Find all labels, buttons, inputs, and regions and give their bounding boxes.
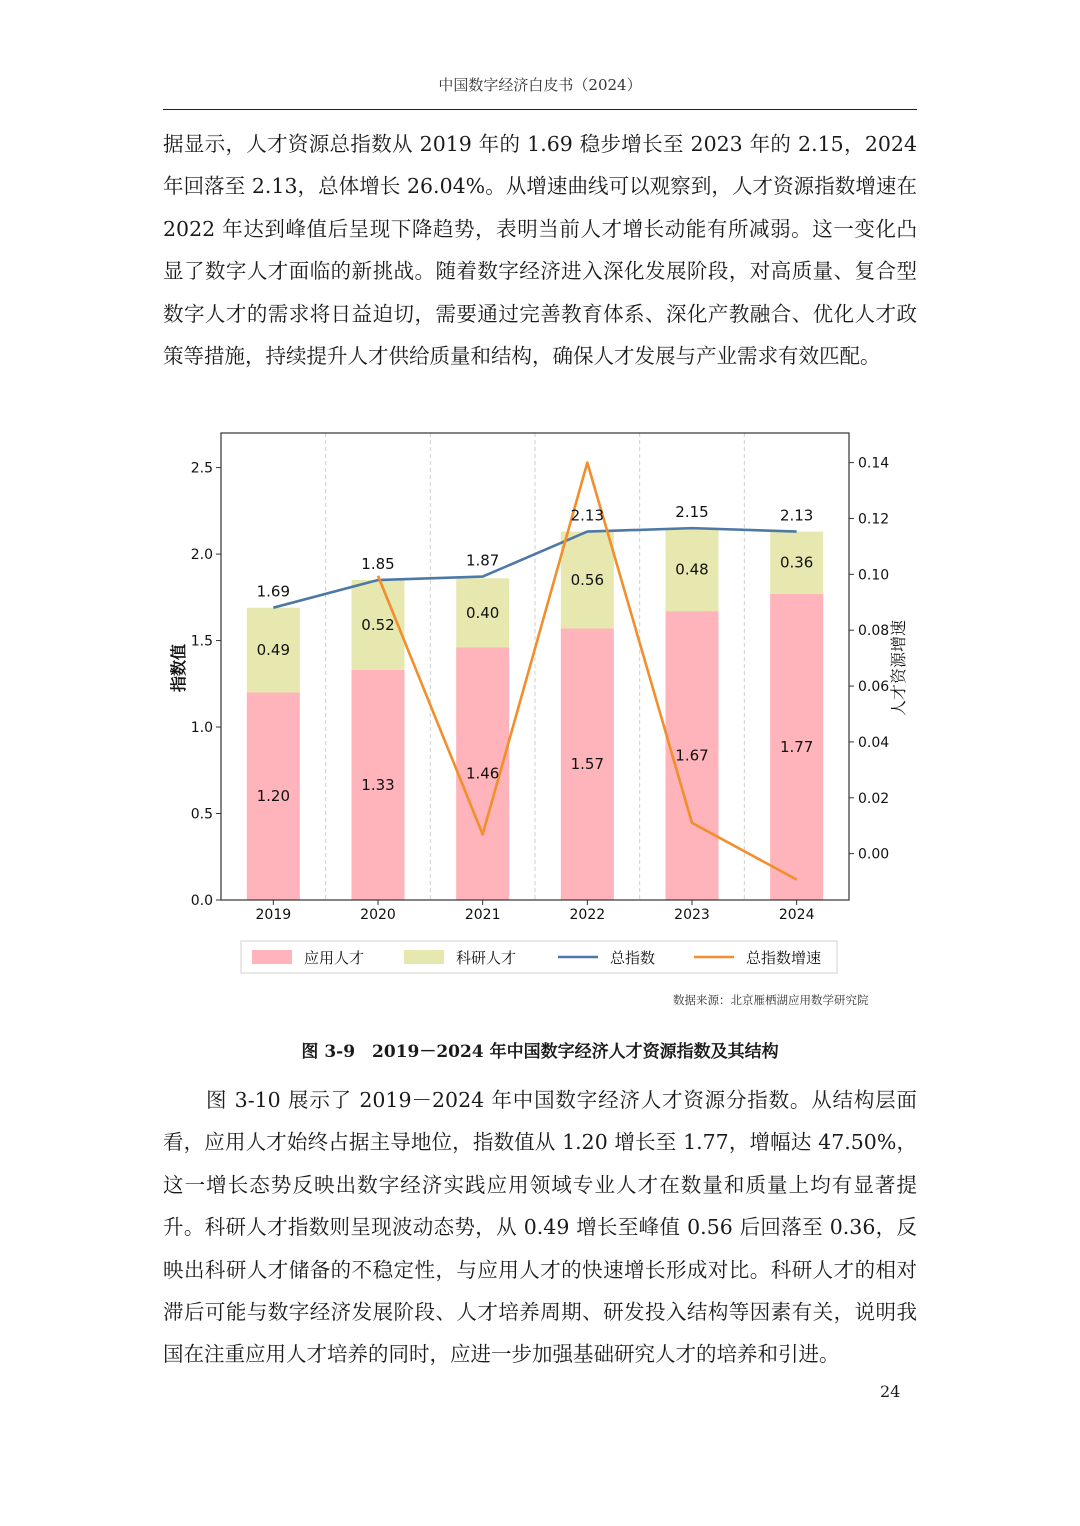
- y2-tick-label: 0.12: [858, 511, 890, 528]
- bar-label-applied: 1.33: [361, 775, 395, 794]
- bar-label-applied: 1.67: [675, 746, 709, 765]
- y2-tick-label: 0.14: [858, 455, 890, 472]
- bar-label-applied: 1.57: [570, 755, 605, 774]
- page-number: 24: [880, 1382, 901, 1401]
- y-tick-label: 0.5: [190, 806, 213, 823]
- figure-caption: 图 3-9 2019－2024 年中国数字经济人才资源指数及其结构: [301, 1042, 779, 1062]
- y-tick-label: 1.0: [190, 720, 213, 737]
- running-header: 中国数字经济白皮书（2024）: [438, 76, 642, 94]
- x-tick-label: 2019: [255, 907, 292, 923]
- bar-label-applied: 1.77: [779, 737, 814, 756]
- y2-tick-label: 0.04: [858, 734, 890, 751]
- total-index-label: 1.69: [256, 582, 291, 601]
- y-tick-label: 0.0: [190, 893, 213, 909]
- bar-label-applied: 1.20: [256, 787, 291, 806]
- x-tick-label: 2020: [360, 907, 396, 923]
- total-index-label: 1.85: [361, 555, 395, 574]
- bar-label-research: 0.52: [361, 615, 395, 634]
- bar-label-applied: 1.46: [465, 764, 500, 783]
- bar-label-research: 0.36: [779, 553, 814, 572]
- total-index-label: 1.87: [465, 551, 500, 570]
- x-tick-label: 2022: [569, 907, 606, 923]
- y2-tick-label: 0.00: [858, 846, 890, 863]
- x-tick-label: 2023: [674, 907, 710, 923]
- chart-legend: [241, 941, 837, 973]
- y2-axis-title: 人才资源增速: [889, 619, 908, 717]
- bar-label-research: 0.40: [465, 603, 500, 622]
- talent-index-chart: [160, 428, 908, 980]
- y-tick-label: 2.0: [190, 547, 213, 564]
- paragraph-1: 据显示，人才资源总指数从 2019 年的 1.69 稳步增长至 2023 年的 2.15，2024 年回落至 2.13，总体增长 26.04%。从增速曲线可以观察到，人才资源指数增速在 2022 年达到峰值后呈现下降趋势，表明当前人才增长动能有所减弱。这一变化凸显了数字人才面临的新挑战。随着数字经济进入深化发展阶段，对高质量、复合型数字人才的需求将日益迫切，需要通过完善教育体系、深化产教融合、优化人才政策等措施，持续提升人才供给质量和结构，确保人才发展与产业需求有效匹配。: [163, 132, 917, 369]
- header-rule: [163, 109, 917, 110]
- paragraph-2: 图 3-10 展示了 2019－2024 年中国数字经济人才资源分指数。从结构层面看，应用人才始终占据主导地位，指数值从 1.20 增长至 1.77，增幅达 47.50%，这一增长态势反映出数字经济实践应用领域专业人才在数量和质量上均有显著提升。科研人才指数则呈现波动态势，从 0.49 增长至峰值 0.56 后回落至 0.36，反映出科研人才储备的不稳定性，与应用人才的快速增长形成对比。科研人才的相对滞后可能与数字经济发展阶段、人才培养周期、研发投入结构等因素有关，说明我国在注重应用人才培养的同时，应进一步加强基础研究人才的培养和引进。: [163, 1088, 917, 1367]
- y2-tick-label: 0.06: [858, 679, 890, 696]
- y-tick-label: 2.5: [190, 460, 213, 477]
- y-tick-label: 1.5: [190, 633, 213, 650]
- legend-swatch: [252, 950, 292, 964]
- x-tick-label: 2021: [464, 907, 501, 923]
- bar-label-research: 0.49: [256, 641, 291, 660]
- legend-swatch: [404, 950, 444, 964]
- y-axis-title: 指数值: [169, 643, 188, 693]
- legend-label: 科研人才: [456, 949, 517, 967]
- total-index-label: 2.15: [675, 503, 709, 522]
- y2-tick-label: 0.10: [858, 567, 890, 584]
- total-index-label: 2.13: [779, 506, 814, 525]
- legend-label: 总指数增速: [746, 949, 822, 967]
- legend-label: 总指数: [610, 949, 656, 967]
- total-index-label: 2.13: [570, 506, 605, 525]
- legend-label: 应用人才: [304, 949, 365, 967]
- data-source-note: 数据来源：北京雁栖湖应用数学研究院: [673, 993, 869, 1007]
- y2-tick-label: 0.08: [858, 623, 890, 640]
- y2-tick-label: 0.02: [858, 790, 890, 807]
- bar-label-research: 0.48: [675, 560, 709, 579]
- bar-label-research: 0.56: [570, 571, 605, 590]
- x-tick-label: 2024: [778, 907, 815, 923]
